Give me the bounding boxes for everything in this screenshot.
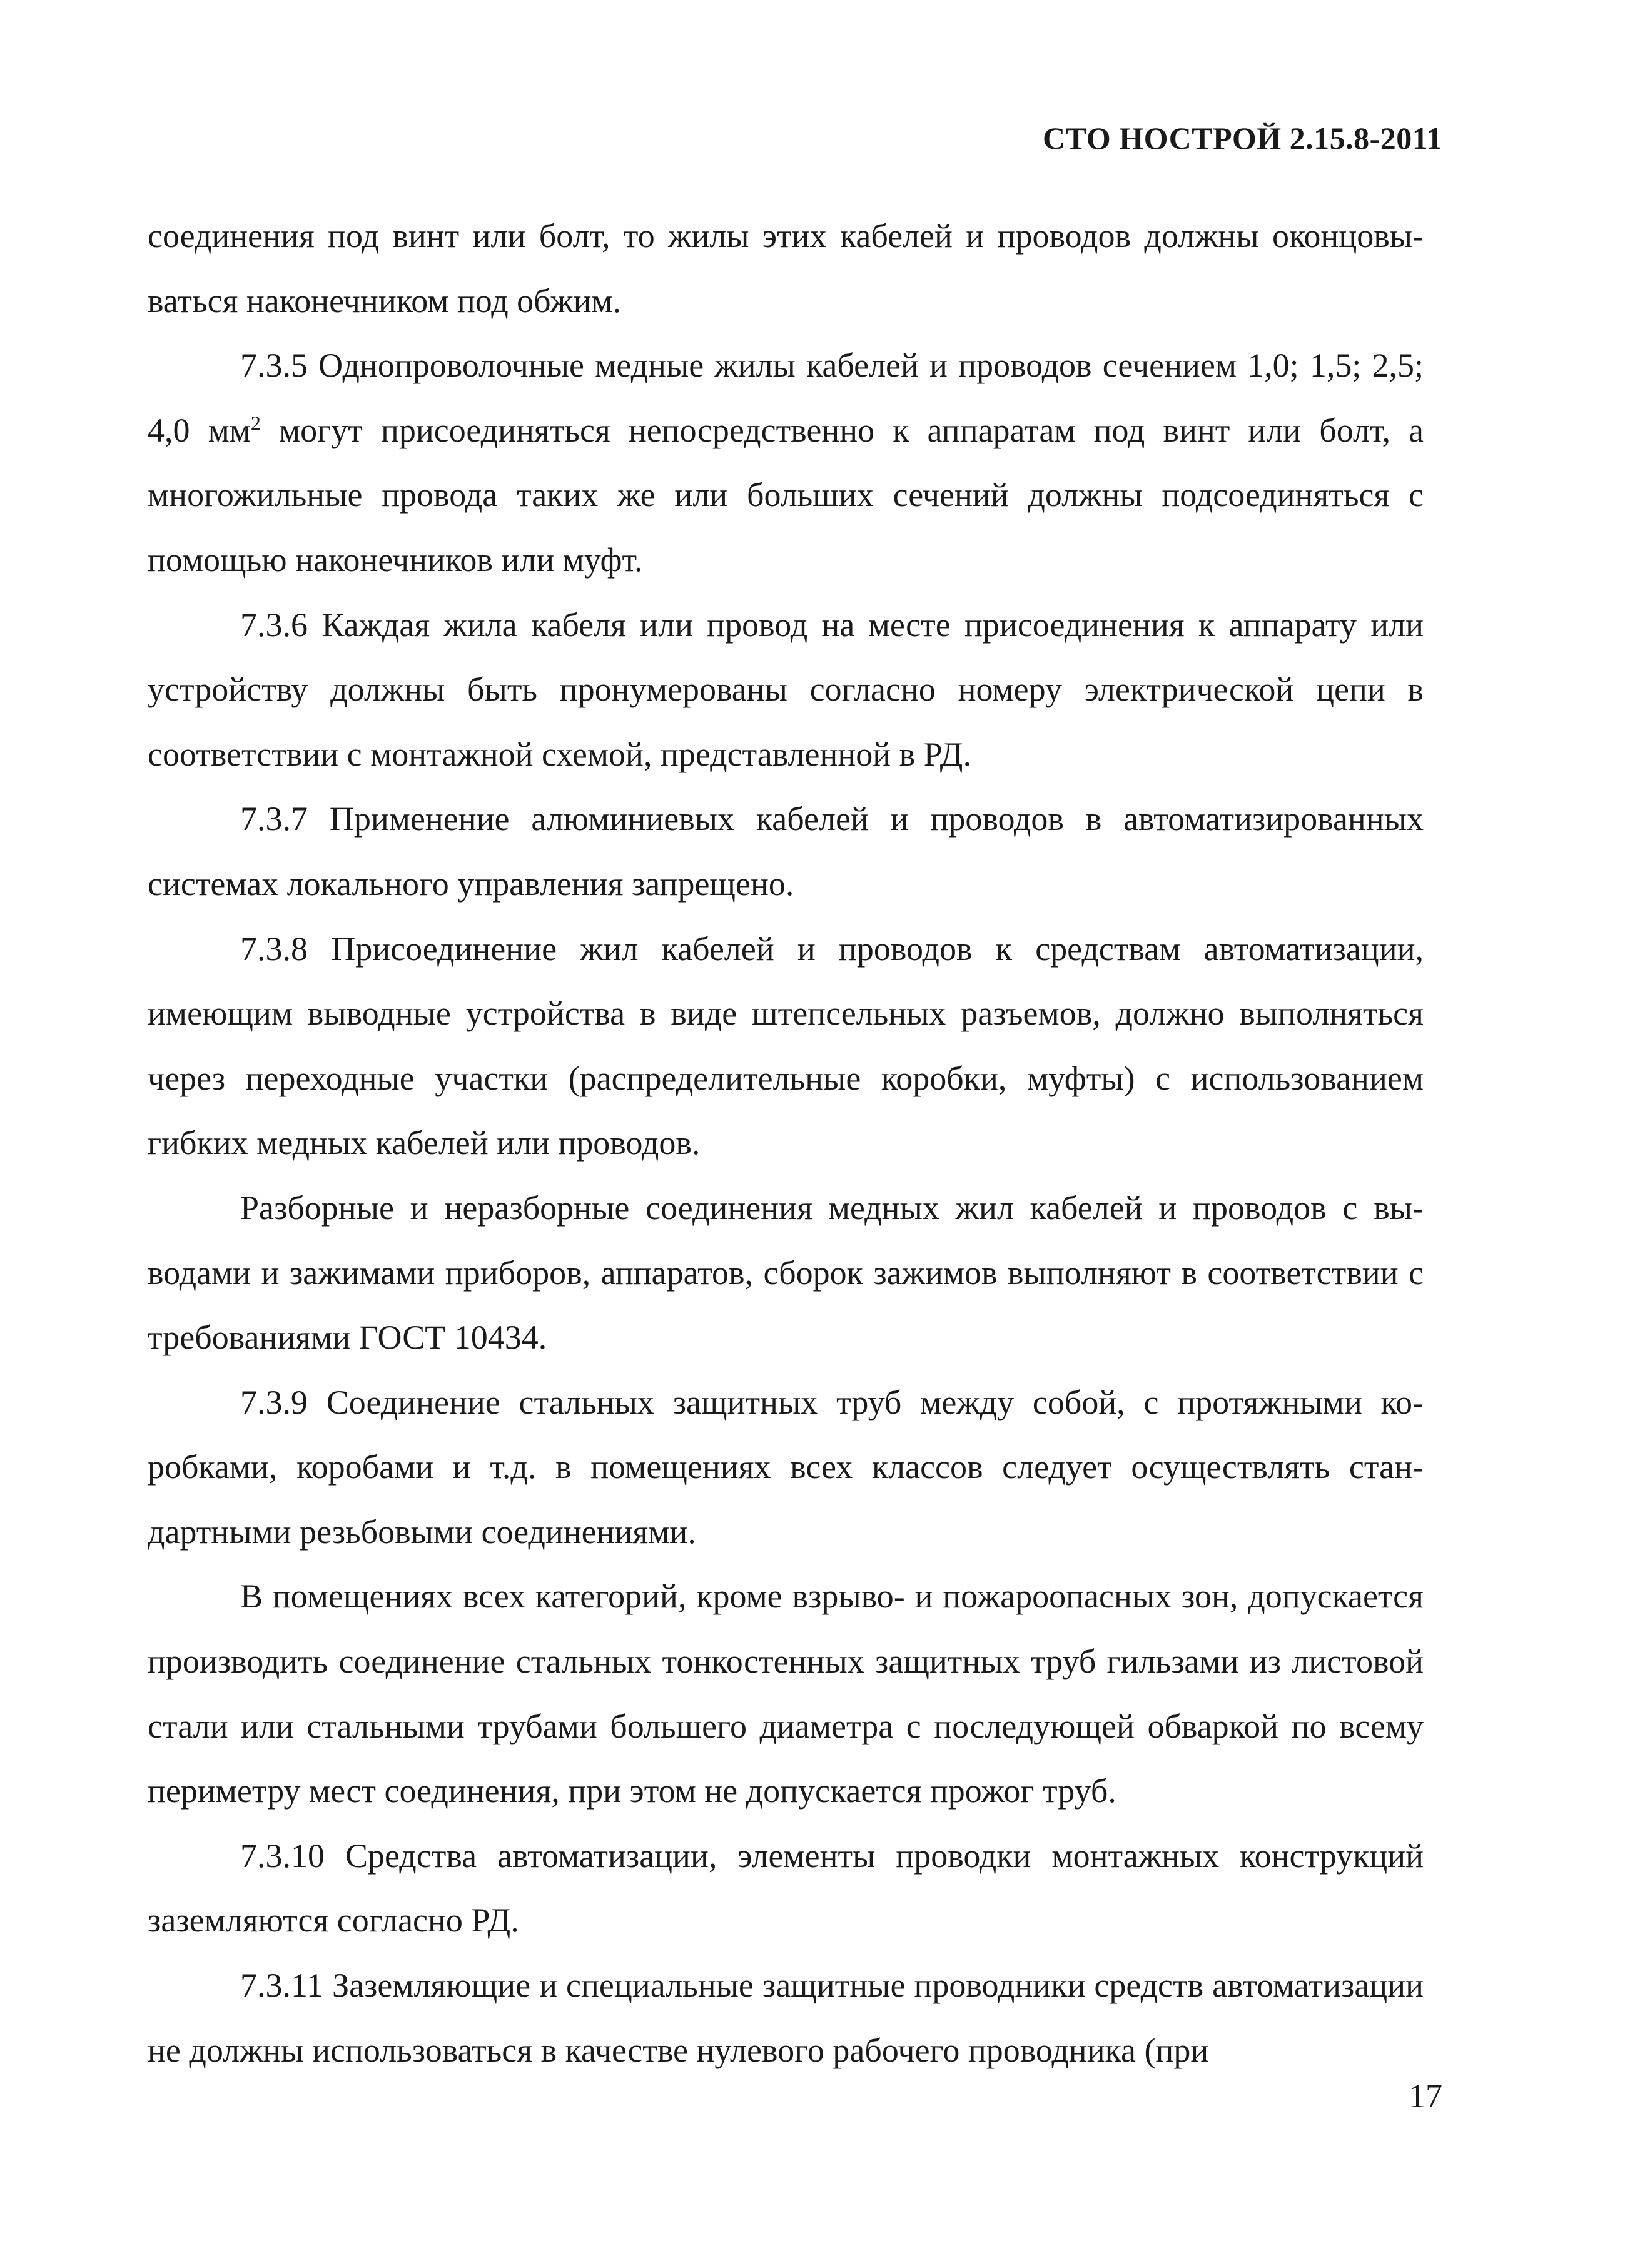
paragraph-7-3-8: 7.3.8 Присоединение жил кабелей и проводов к средствам автоматизации, имеющим выводные устройства в виде штепсельных разъемов, должно выполняться через переходные участки (распределительные коробки, муфты) с использованием гибких медных кабелей или проводов.	[148, 929, 1424, 1162]
paragraph-premises: В помещениях всех категорий, кроме взрыво- и пожароопасных зон, допускается производить соединение стальных тонкостенных защитных труб гильзами из листовой стали или стальными трубами большего диаметра с последующей обваркой по всему периметру мест соединения, при этом не допускается прожог труб.	[148, 1577, 1424, 1810]
paragraph-7-3-10: 7.3.10 Средства автоматизации, элементы проводки монтажных конструкций заземляются согласно РД.	[148, 1836, 1424, 1940]
paragraph-7-3-7: 7.3.7 Применение алюминиевых кабелей и проводов в автоматизированных системах локального управления запрещено.	[148, 800, 1424, 903]
paragraph-connections: Разборные и неразборные соединения медных жил кабелей и проводов с выводами и зажимами приборов, аппаратов, сборок зажимов выполняют в соответствии с требованиями ГОСТ 10434.	[148, 1188, 1424, 1357]
paragraph-continuation: соединения под винт или болт, то жилы этих кабелей и проводов должны оконцовываться наконечником под обжим.	[148, 217, 1424, 320]
page-number: 17	[1409, 2077, 1442, 2115]
superscript-squared: 2	[250, 411, 261, 434]
paragraph-7-3-11: 7.3.11 Заземляющие и специальные защитные проводники средств автоматизации не должны использоваться в качестве нулевого рабочего проводника (при	[148, 1967, 1424, 2069]
paragraph-7-3-5-text-before: 7.3.5 Однопроволочные медные жилы кабелей и проводов сечением 1,0; 1,5; 2,5; 4,0 мм	[148, 347, 1424, 449]
paragraph-7-3-5	[148, 333, 1424, 592]
paragraph-7-3-9: 7.3.9 Соединение стальных защитных труб между собой, с протяжными коробками, коробами и т.д. в помещениях всех классов следует осуществлять стандартными резьбовыми соединениями.	[148, 1383, 1424, 1551]
paragraph-7-3-6: 7.3.6 Каждая жила кабеля или провод на месте присоединения к аппарату или устройству должны быть пронумерованы согласно номеру электрической цепи в соответствии с монтажной схемой, представленной в РД.	[148, 605, 1424, 773]
paragraph-7-3-5-text-after: могут присоединяться непосредственно к аппаратам под винт или болт, а многожильные провода таких же или больших сечений должны подсоединяться с помощью наконечников или муфт.	[148, 411, 1424, 579]
document-code-header: СТО НОСТРОЙ 2.15.8-2011	[1043, 121, 1442, 156]
body-text	[148, 204, 1424, 2083]
